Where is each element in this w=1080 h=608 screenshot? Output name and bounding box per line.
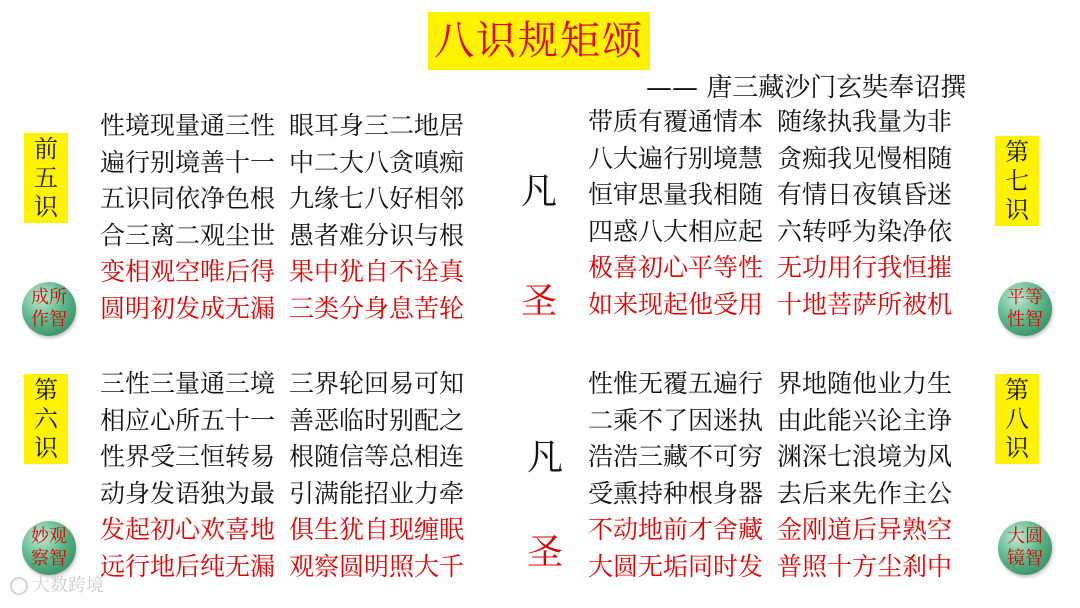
verse-line [100, 145, 464, 182]
verse-first-half: 四惑八大相应起 [588, 216, 764, 246]
verse-line [588, 141, 952, 178]
verse-first-half: 合三离二观尘世 [100, 220, 276, 250]
badge-seventh-wisdom [998, 282, 1052, 336]
page-title: 八识规矩颂 [428, 12, 650, 70]
verse-line [588, 476, 952, 513]
verse-first-half: 极喜初心平等性 [588, 253, 764, 283]
verse-first-half: 恒审思量我相随 [588, 180, 764, 210]
verse-second-half: 三类分身息苦轮 [289, 293, 465, 323]
label-first-five: 前五识 [24, 133, 68, 223]
verse-line [100, 254, 464, 291]
verse-block-seventh [588, 104, 952, 324]
badge-sixth-wisdom [22, 521, 76, 575]
verse-second-half: 有情日夜镇昏迷 [777, 180, 953, 210]
verse-line [100, 366, 464, 403]
attribution: —— 唐三藏沙门玄奘奉诏撰 [646, 73, 967, 103]
verse-first-half: 如来现起他受用 [588, 289, 764, 319]
symbol-fan-upper: 凡 [520, 171, 557, 212]
verse-line [588, 177, 952, 214]
verse-second-half: 九缘七八好相邻 [289, 184, 465, 214]
symbol-sheng-upper: 圣 [520, 281, 557, 322]
verse-first-half: 五识同依净色根 [100, 184, 276, 214]
verse-first-half: 变相观空唯后得 [100, 257, 276, 287]
verse-line [588, 214, 952, 251]
verse-first-half: 性界受三恒转易 [100, 442, 276, 472]
verse-first-half: 不动地前才舍藏 [588, 515, 764, 545]
verse-line [100, 181, 464, 218]
verse-second-half: 中二大八贪嗔痴 [289, 147, 465, 177]
verse-second-half: 无功用行我恒摧 [777, 253, 953, 283]
verse-line [100, 439, 464, 476]
watermark [10, 571, 140, 601]
verse-line [588, 366, 952, 403]
verse-second-half: 金刚道后异熟空 [777, 515, 953, 545]
verse-first-half: 三性三量通三境 [100, 369, 276, 398]
verse-first-half: 浩浩三藏不可穷 [588, 442, 764, 472]
verse-first-half: 相应心所五十一 [100, 405, 276, 435]
badge-text: 成所作智 [31, 287, 67, 330]
verse-first-half: 发起初心欢喜地 [100, 515, 276, 545]
verse-line [588, 104, 952, 141]
verse-second-half: 善恶临时别配之 [289, 405, 465, 435]
verse-first-half: 遍行别境善十一 [100, 147, 276, 177]
verse-line [100, 218, 464, 255]
symbol-fan-lower: 凡 [526, 437, 563, 478]
verse-second-half: 十地菩萨所被机 [777, 289, 953, 319]
verse-second-half: 去后来先作主公 [777, 478, 953, 508]
verse-first-half: 性惟无覆五遍行 [588, 369, 764, 398]
verse-second-half: 六转呼为染净依 [777, 216, 953, 246]
verse-first-half: 二乘不了因迷执 [588, 405, 764, 435]
verse-line [588, 403, 952, 440]
badge-text: 妙观察智 [31, 526, 67, 569]
verse-block-sixth [100, 366, 464, 586]
watermark-text: 大数跨境 [32, 575, 104, 596]
verse-second-half: 普照十方尘刹中 [777, 551, 953, 581]
verse-first-half: 大圆无垢同时发 [588, 551, 764, 581]
verse-second-half: 观察圆明照大千 [289, 551, 465, 581]
verse-second-half: 愚者难分识与根 [289, 220, 465, 250]
verse-second-half: 由此能兴论主诤 [777, 405, 953, 435]
verse-line [100, 403, 464, 440]
verse-first-half: 受熏持种根身器 [588, 478, 764, 508]
verse-line [100, 108, 464, 145]
verse-line [100, 549, 464, 586]
badge-eighth-wisdom [998, 521, 1052, 575]
verse-second-half: 俱生犹自现缠眠 [289, 515, 465, 545]
verse-line [100, 512, 464, 549]
verse-second-half: 根随信等总相连 [289, 442, 465, 472]
verse-line [100, 291, 464, 328]
verse-line [100, 476, 464, 513]
symbol-sheng-lower: 圣 [526, 532, 563, 573]
verse-line [588, 439, 952, 476]
label-eighth: 第八识 [995, 374, 1039, 464]
verse-first-half: 带质有覆通情本 [588, 107, 764, 136]
verse-second-half: 渊深七浪境为风 [777, 442, 953, 472]
badge-text: 平等性智 [1007, 287, 1043, 330]
verse-second-half: 三界轮回易可知 [289, 369, 465, 398]
verse-line [588, 250, 952, 287]
badge-first-five-wisdom [22, 282, 76, 336]
label-sixth: 第六识 [24, 374, 68, 464]
verse-block-first-five [100, 108, 464, 328]
verse-second-half: 眼耳身三二地居 [289, 111, 465, 140]
verse-second-half: 果中犹自不诠真 [289, 257, 465, 287]
verse-second-half: 随缘执我量为非 [777, 107, 953, 136]
badge-text: 大圆镜智 [1007, 526, 1043, 569]
verse-second-half: 引满能招业力牵 [289, 478, 465, 508]
label-seventh: 第七识 [995, 136, 1039, 226]
verse-second-half: 贪痴我见慢相随 [777, 143, 953, 173]
watermark-logo-icon [10, 577, 28, 595]
verse-first-half: 远行地后纯无漏 [100, 551, 276, 581]
verse-block-eighth [588, 366, 952, 586]
verse-first-half: 动身发语独为最 [100, 478, 276, 508]
verse-line [588, 549, 952, 586]
verse-second-half: 界地随他业力生 [777, 369, 953, 398]
verse-line [588, 287, 952, 324]
verse-line [588, 512, 952, 549]
verse-first-half: 八大遍行别境慧 [588, 143, 764, 173]
verse-first-half: 性境现量通三性 [100, 111, 276, 140]
verse-first-half: 圆明初发成无漏 [100, 293, 276, 323]
